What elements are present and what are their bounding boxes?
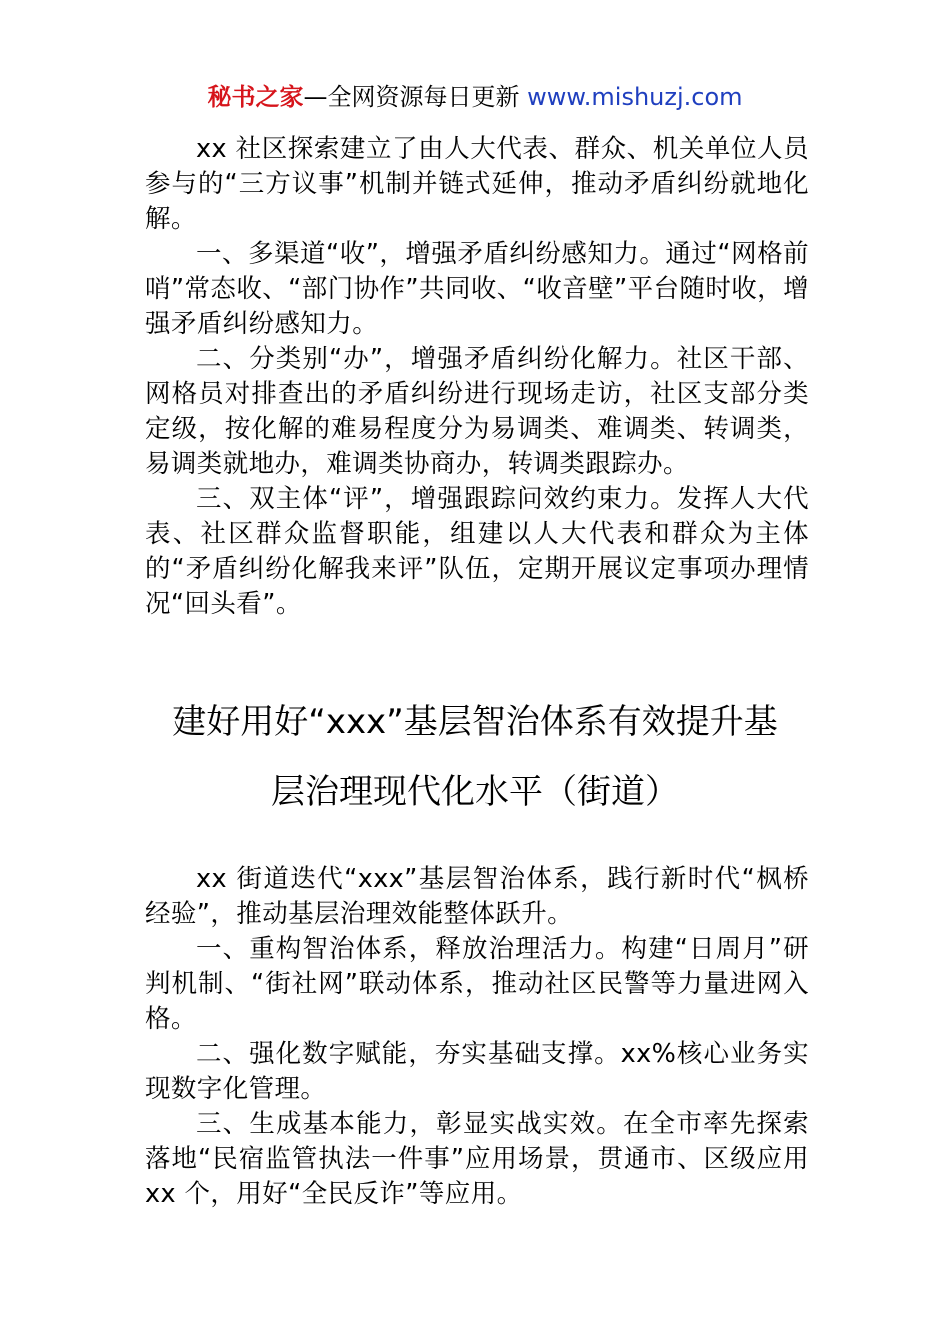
brand-name: 秘书之家 xyxy=(207,83,304,111)
site-link[interactable]: www.mishuzj.com xyxy=(527,83,743,111)
section-1-paragraph-point-2: 二、分类别“办”，增强矛盾纠纷化解力。社区干部、网格员对排查出的矛盾纠纷进行现场走访，社区支部分类定级，按化解的难易程度分为易调类、难调类、转调类，易调类就地办，难调类协商办，转调类跟踪办。 xyxy=(145,344,809,479)
section-1-paragraph-point-3: 三、双主体“评”，增强跟踪问效约束力。发挥人大代表、社区群众监督职能，组建以人大代表和群众为主体的“矛盾纠纷化解我来评”队伍，定期开展议定事项办理情况“回头看”。 xyxy=(145,484,809,619)
section-1-paragraph-point-1: 一、多渠道“收”，增强矛盾纠纷感知力。通过“网格前哨”常态收、“部门协作”共同收、“收音壁”平台随时收，增强矛盾纠纷感知力。 xyxy=(145,239,809,339)
section-2-title-line-1: 建好用好“xxx”基层智治体系有效提升基 xyxy=(172,702,778,742)
header-tagline: —全网资源每日更新 xyxy=(303,83,528,111)
section-2-title-line-2: 层治理现代化水平（街道） xyxy=(271,772,679,812)
section-2-paragraph-point-1: 一、重构智治体系，释放治理活力。构建“日周月”研判机制、“街社网”联动体系，推动社区民警等力量进网入格。 xyxy=(145,934,809,1034)
section-1-paragraph-intro: xx 社区探索建立了由人大代表、群众、机关单位人员参与的“三方议事”机制并链式延伸，推动矛盾纠纷就地化解。 xyxy=(145,134,809,234)
section-1-body xyxy=(145,132,809,622)
section-2-paragraph-point-3: 三、生成基本能力，彰显实战实效。在全市率先探索落地“民宿监管执法一件事”应用场景，贯通市、区级应用 xx 个，用好“全民反诈”等应用。 xyxy=(145,1109,809,1209)
section-2-paragraph-point-2: 二、强化数字赋能，夯实基础支撑。xx%核心业务实现数字化管理。 xyxy=(145,1039,809,1104)
section-2-body xyxy=(145,862,809,1212)
section-2-paragraph-intro: xx 街道迭代“xxx”基层智治体系，践行新时代“枫桥经验”，推动基层治理效能整体跃升。 xyxy=(145,864,809,929)
page-header xyxy=(0,80,950,114)
